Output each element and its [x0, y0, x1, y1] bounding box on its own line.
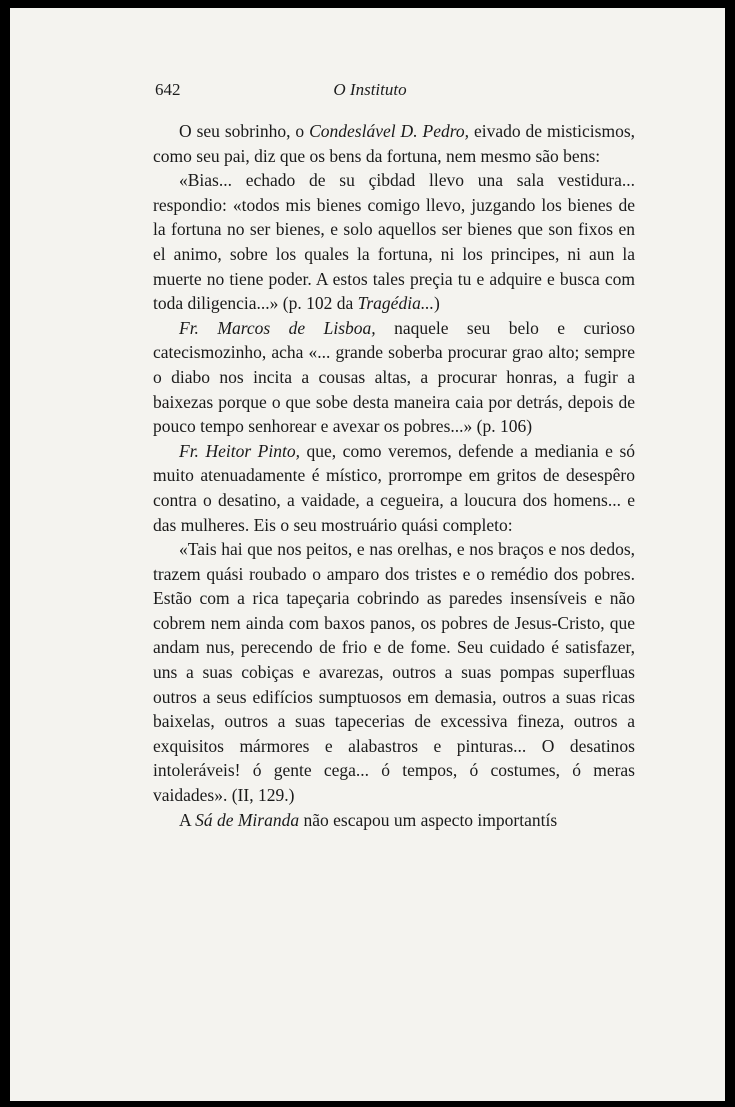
- paragraph: Fr. Marcos de Lisboa, naquele seu belo e curioso catecismozinho, acha «... grande soberba procurar grao alto; sempre o diabo nos incita a cousas altas, a procurar honras, a fugir a baixezas porque o que sobe desta maneira caia por detrás, depois de pouco tempo senhorear e avexar os pobres...» (p. 106): [153, 317, 635, 437]
- page-number: 642: [155, 80, 181, 99]
- paragraph: Fr. Heitor Pinto, que, como veremos, defende a mediania e só muito atenuadamente é místico, prorrompe em gritos de desespêro contra o desatino, a vaidade, a cegueira, a loucura dos homens... e das mulheres. Eis o seu mostruário quási completo:: [153, 440, 636, 535]
- body-text: [153, 119, 635, 832]
- paragraph: A Sá de Miranda não escapou um aspecto importantís: [179, 809, 558, 830]
- book-page: [10, 8, 725, 1101]
- paragraph: «Bias... echado de su çibdad llevo una sala vestidura... respondio: «todos mis bienes comigo llevo, juzgando los bienes de la fortuna no ser bienes, e solo aquellos ser bienes que son fixos en el animo, sobre los quales la fortuna, ni los principes, ni aun la muerte no tiene poder. A estos tales preçia tu e adquire e busca com toda diligencia...» (p. 102 da Tragédia...): [153, 170, 635, 314]
- paragraph: O seu sobrinho, o Condeslável D. Pedro, eivado de misticismos, como seu pai, diz que os bens da fortuna, nem mesmo são bens:: [153, 121, 635, 166]
- running-title: O Instituto: [333, 80, 407, 99]
- paragraph: «Tais hai que nos peitos, e nas orelhas, e nos braços e nos dedos, trazem quási roubado o amparo dos tristes e o remédio dos pobres. Estão com a rica tapeçaria cobrindo as paredes insensíveis e não cobrem nem ainda com baxos panos, os pobres de Jesus-Cristo, que andam nus, perecendo de frio e de fome. Seu cuidado é satisfazer, uns a suas cobiças e avarezas, outros a suas pompas superfluas outros a seus edifícios sumptuosos em demasia, outros a suas ricas baixelas, outros a suas tapecerias de excessiva fineza, outros a exquisitos mármores e alabastros e pinturas... O desatinos intoleráveis! ó gente cega... ó tempos, ó costumes, ó meras vaidades». (II, 129.): [153, 539, 635, 806]
